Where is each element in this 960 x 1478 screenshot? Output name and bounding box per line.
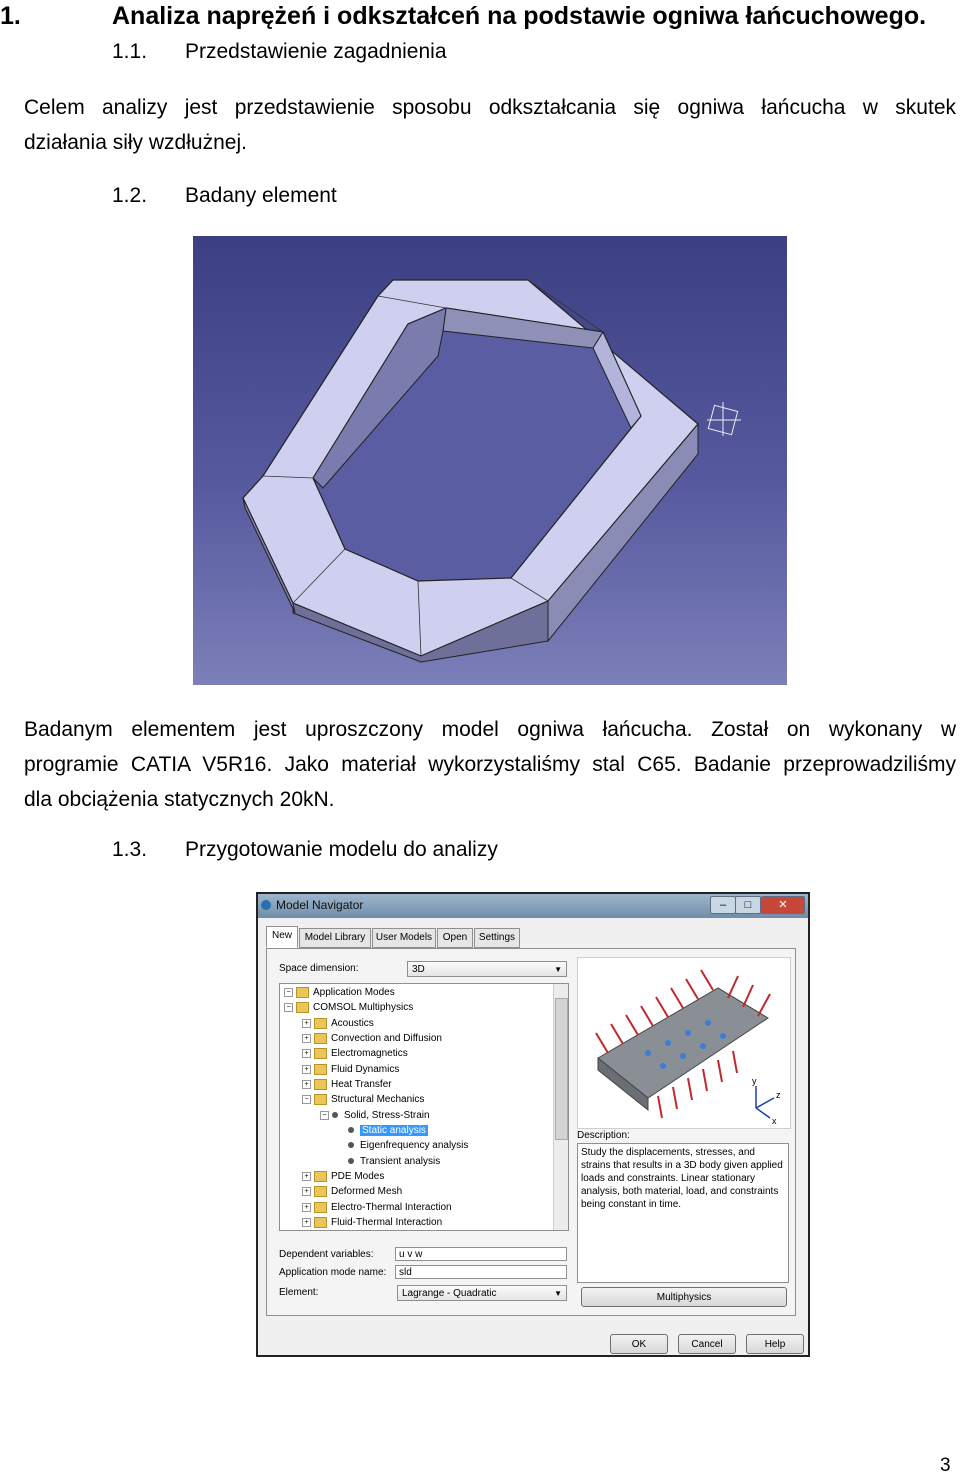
- paragraph-1-line-2: działania siły wzdłużnej.: [24, 131, 247, 154]
- folder-icon: [314, 1217, 327, 1228]
- folder-icon: [314, 1018, 327, 1029]
- tab-settings[interactable]: Settings: [474, 928, 520, 948]
- section-1-1-title: Przedstawienie zagadnienia: [185, 40, 447, 63]
- dialog-title: Model Navigator: [276, 898, 364, 912]
- chain-link-model: [193, 236, 787, 685]
- tree-node-selected[interactable]: Static analysis: [348, 1124, 428, 1138]
- paragraph-2-line-1: Badanym elementem jest uproszczony model ogniwa łańcucha. Został on wykonany w: [24, 718, 956, 741]
- tree-node[interactable]: Eigenfrequency analysis: [348, 1139, 468, 1153]
- axis-label-y: y: [752, 1076, 757, 1086]
- axes-icon: [756, 1086, 774, 1118]
- application-mode-tree[interactable]: [279, 983, 569, 1231]
- chevron-down-icon: ▼: [554, 965, 562, 974]
- tree-node[interactable]: + Heat Transfer: [302, 1078, 392, 1092]
- description-label: Description:: [577, 1130, 630, 1141]
- description-text: Study the displacements, stresses, and strains that results in a 3D body given applied loads and constraints. Linear stationary analysis, both material, load, and constraints being constant in time.: [577, 1143, 789, 1283]
- tree-node[interactable]: + Fluid Dynamics: [302, 1063, 399, 1077]
- minimize-button[interactable]: –: [710, 896, 736, 914]
- element-value: Lagrange - Quadratic: [402, 1288, 497, 1299]
- tree-node[interactable]: Transient analysis: [348, 1155, 440, 1169]
- chevron-down-icon: ▼: [554, 1289, 562, 1298]
- paragraph-1: [24, 90, 956, 160]
- model-preview-image: [577, 957, 791, 1129]
- paragraph-2-line-3: dla obciążenia statycznych 20kN.: [24, 788, 335, 811]
- mode-icon: [348, 1158, 354, 1164]
- axis-label-x: x: [772, 1116, 777, 1126]
- page-number: 3: [940, 1455, 951, 1476]
- tree-node[interactable]: + Fluid-Thermal Interaction: [302, 1216, 442, 1230]
- tree-node[interactable]: + Acoustics: [302, 1017, 374, 1031]
- dependent-variables-input[interactable]: u v w: [395, 1247, 567, 1261]
- ok-button[interactable]: OK: [610, 1334, 668, 1354]
- section-1-2-title: Badany element: [185, 184, 337, 207]
- dependent-variables-label: Dependent variables:: [279, 1249, 374, 1260]
- space-dimension-label: Space dimension:: [279, 963, 359, 974]
- section-1-3-title: Przygotowanie modelu do analizy: [185, 838, 498, 861]
- folder-icon: [314, 1202, 327, 1213]
- folder-icon: [314, 1048, 327, 1059]
- axis-label-z: z: [776, 1090, 781, 1100]
- folder-icon: [314, 1079, 327, 1090]
- help-button[interactable]: Help: [746, 1334, 804, 1354]
- tree-node[interactable]: + PDE Modes: [302, 1170, 384, 1184]
- section-1-title: Analiza naprężeń i odkształceń na podstawie ogniwa łańcuchowego.: [112, 2, 927, 30]
- mode-icon: [348, 1127, 354, 1133]
- preview-svg: [578, 958, 790, 1128]
- element-label: Element:: [279, 1287, 319, 1298]
- section-1-1-number: 1.1.: [112, 40, 148, 63]
- tab-new[interactable]: New: [266, 926, 298, 948]
- close-button[interactable]: ✕: [761, 896, 805, 914]
- tree-node[interactable]: + Electromagnetics: [302, 1047, 408, 1061]
- folder-icon: [296, 987, 309, 998]
- maximize-button[interactable]: □: [735, 896, 761, 914]
- mode-icon: [348, 1142, 354, 1148]
- dialog-titlebar: [258, 894, 808, 918]
- tree-node[interactable]: − COMSOL Multiphysics: [284, 1001, 413, 1015]
- folder-icon: [296, 1002, 309, 1013]
- tab-model-library[interactable]: Model Library: [299, 928, 371, 948]
- folder-icon: [314, 1171, 327, 1182]
- paragraph-2: [24, 712, 956, 817]
- axis-marker-icon: [707, 402, 741, 436]
- catia-chain-link-image: [193, 236, 787, 685]
- tab-open[interactable]: Open: [437, 928, 473, 948]
- tab-user-models[interactable]: User Models: [372, 928, 436, 948]
- paragraph-2-line-2: programie CATIA V5R16. Jako materiał wykorzystaliśmy stal C65. Badanie przeprowadziliśmy: [24, 753, 956, 776]
- tree-node[interactable]: − Application Modes: [284, 986, 395, 1000]
- folder-icon: [314, 1094, 327, 1105]
- folder-icon: [314, 1064, 327, 1075]
- section-1-3-number: 1.3.: [112, 838, 148, 861]
- mode-icon: [332, 1112, 338, 1118]
- scrollbar-thumb[interactable]: [555, 998, 568, 1140]
- tree-scrollbar[interactable]: [553, 984, 568, 1230]
- space-dimension-select[interactable]: [407, 961, 567, 977]
- cancel-button[interactable]: Cancel: [678, 1334, 736, 1354]
- tree-node[interactable]: + Deformed Mesh: [302, 1185, 402, 1199]
- paragraph-1-line-1: Celem analizy jest przedstawienie sposobu odkształcania się ogniwa łańcucha w skutek: [24, 96, 956, 119]
- section-1-2-number: 1.2.: [112, 184, 148, 207]
- element-select[interactable]: [397, 1285, 567, 1301]
- section-1-number: 1.: [0, 2, 21, 30]
- model-navigator-dialog: [256, 892, 810, 1357]
- tree-node[interactable]: − Solid, Stress-Strain: [320, 1109, 430, 1123]
- tree-node[interactable]: + Convection and Diffusion: [302, 1032, 442, 1046]
- folder-icon: [314, 1186, 327, 1197]
- tree-node[interactable]: − Structural Mechanics: [302, 1093, 424, 1107]
- multiphysics-button[interactable]: Multiphysics: [581, 1287, 787, 1307]
- folder-icon: [314, 1033, 327, 1044]
- tree-node[interactable]: + Electro-Thermal Interaction: [302, 1201, 452, 1215]
- section-1-heading: [0, 2, 21, 31]
- application-mode-name-input[interactable]: sld: [395, 1265, 567, 1279]
- new-tab-panel: [266, 948, 796, 1316]
- space-dimension-value: 3D: [412, 964, 425, 975]
- app-icon: [261, 900, 271, 910]
- application-mode-name-label: Application mode name:: [279, 1267, 387, 1278]
